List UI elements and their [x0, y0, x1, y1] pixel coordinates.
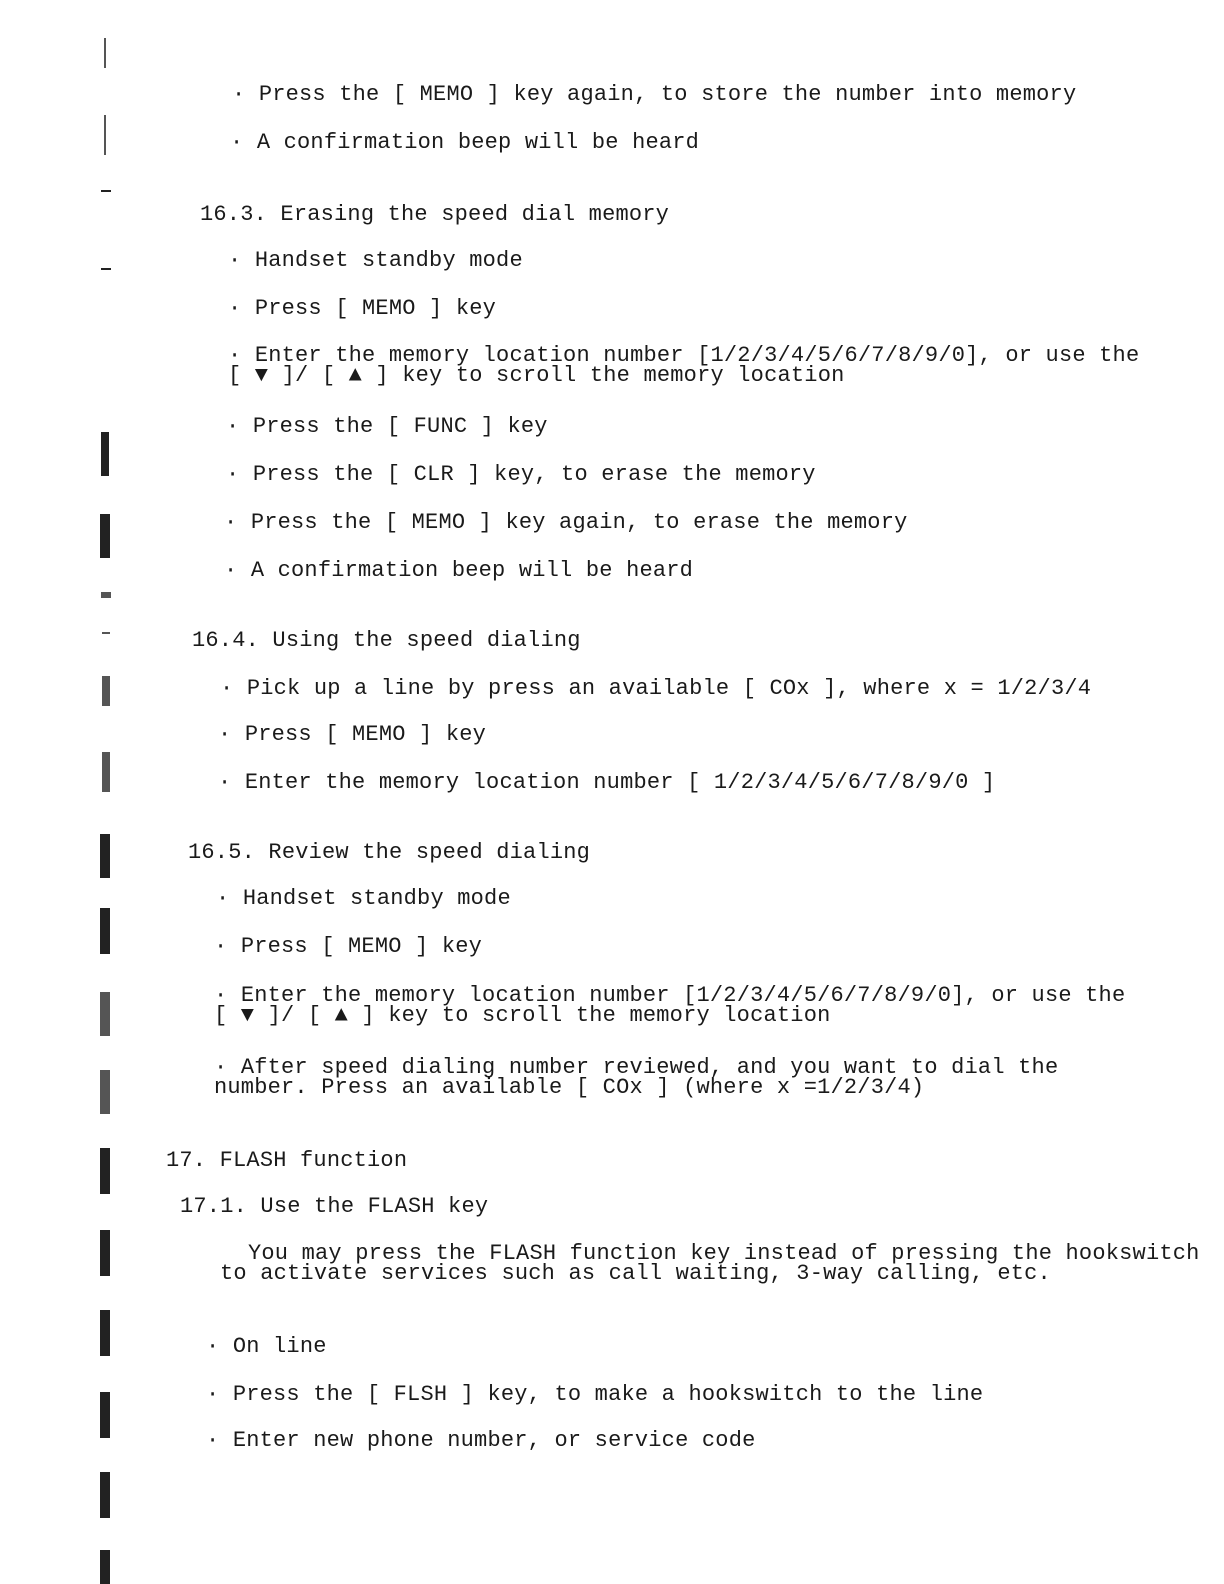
section-heading: 16.5. Review the speed dialing — [188, 840, 591, 865]
list-item: · Press the [ MEMO ] key again, to store the number into memory — [232, 84, 1076, 106]
section-heading: 17. FLASH function — [166, 1148, 408, 1173]
list-item: · On line — [206, 1336, 327, 1358]
section-heading: 16.4. Using the speed dialing — [192, 628, 581, 653]
list-item: · Handset standby mode — [228, 250, 523, 272]
subsection-heading: 17.1. Use the FLASH key — [180, 1194, 489, 1219]
list-item: · Enter new phone number, or service code — [206, 1430, 756, 1452]
list-item: · A confirmation beep will be heard — [224, 560, 693, 582]
list-item: · A confirmation beep will be heard — [230, 132, 699, 154]
list-item: · Press [ MEMO ] key — [228, 298, 496, 320]
list-item: · Press [ MEMO ] key — [214, 936, 482, 958]
list-item: · Enter the memory location number [ 1/2/3/4/5/6/7/8/9/0 ] — [218, 772, 995, 794]
paragraph: You may press the FLASH function key instead of pressing the hookswitch to activate services such as call waiting, 3-way calling, etc. — [220, 1241, 1200, 1286]
list-item: · Press the [ CLR ] key, to erase the memory — [226, 464, 816, 486]
list-item: · After speed dialing number reviewed, and you want to dial the number. Press an available [ COx ] (where x =1/2/3/4) — [214, 1058, 1134, 1098]
list-item: · Press the [ FUNC ] key — [226, 416, 548, 438]
list-item: · Press [ MEMO ] key — [218, 724, 486, 746]
list-item: · Pick up a line by press an available [ COx ], where x = 1/2/3/4 — [220, 678, 1091, 700]
list-item: · Press the [ MEMO ] key again, to erase the memory — [224, 512, 908, 534]
list-item: · Enter the memory location number [1/2/3/4/5/6/7/8/9/0], or use the [ ▼ ]/ [ ▲ ] key to scroll the memory location — [214, 986, 1134, 1026]
list-item: · Handset standby mode — [216, 888, 511, 910]
section-heading: 16.3. Erasing the speed dial memory — [200, 202, 670, 227]
list-item: · Press the [ FLSH ] key, to make a hookswitch to the line — [206, 1384, 983, 1406]
list-item: · Enter the memory location number [1/2/3/4/5/6/7/8/9/0], or use the [ ▼ ]/ [ ▲ ] key to scroll the memory location — [228, 346, 1148, 386]
binding-marks — [96, 0, 120, 1584]
